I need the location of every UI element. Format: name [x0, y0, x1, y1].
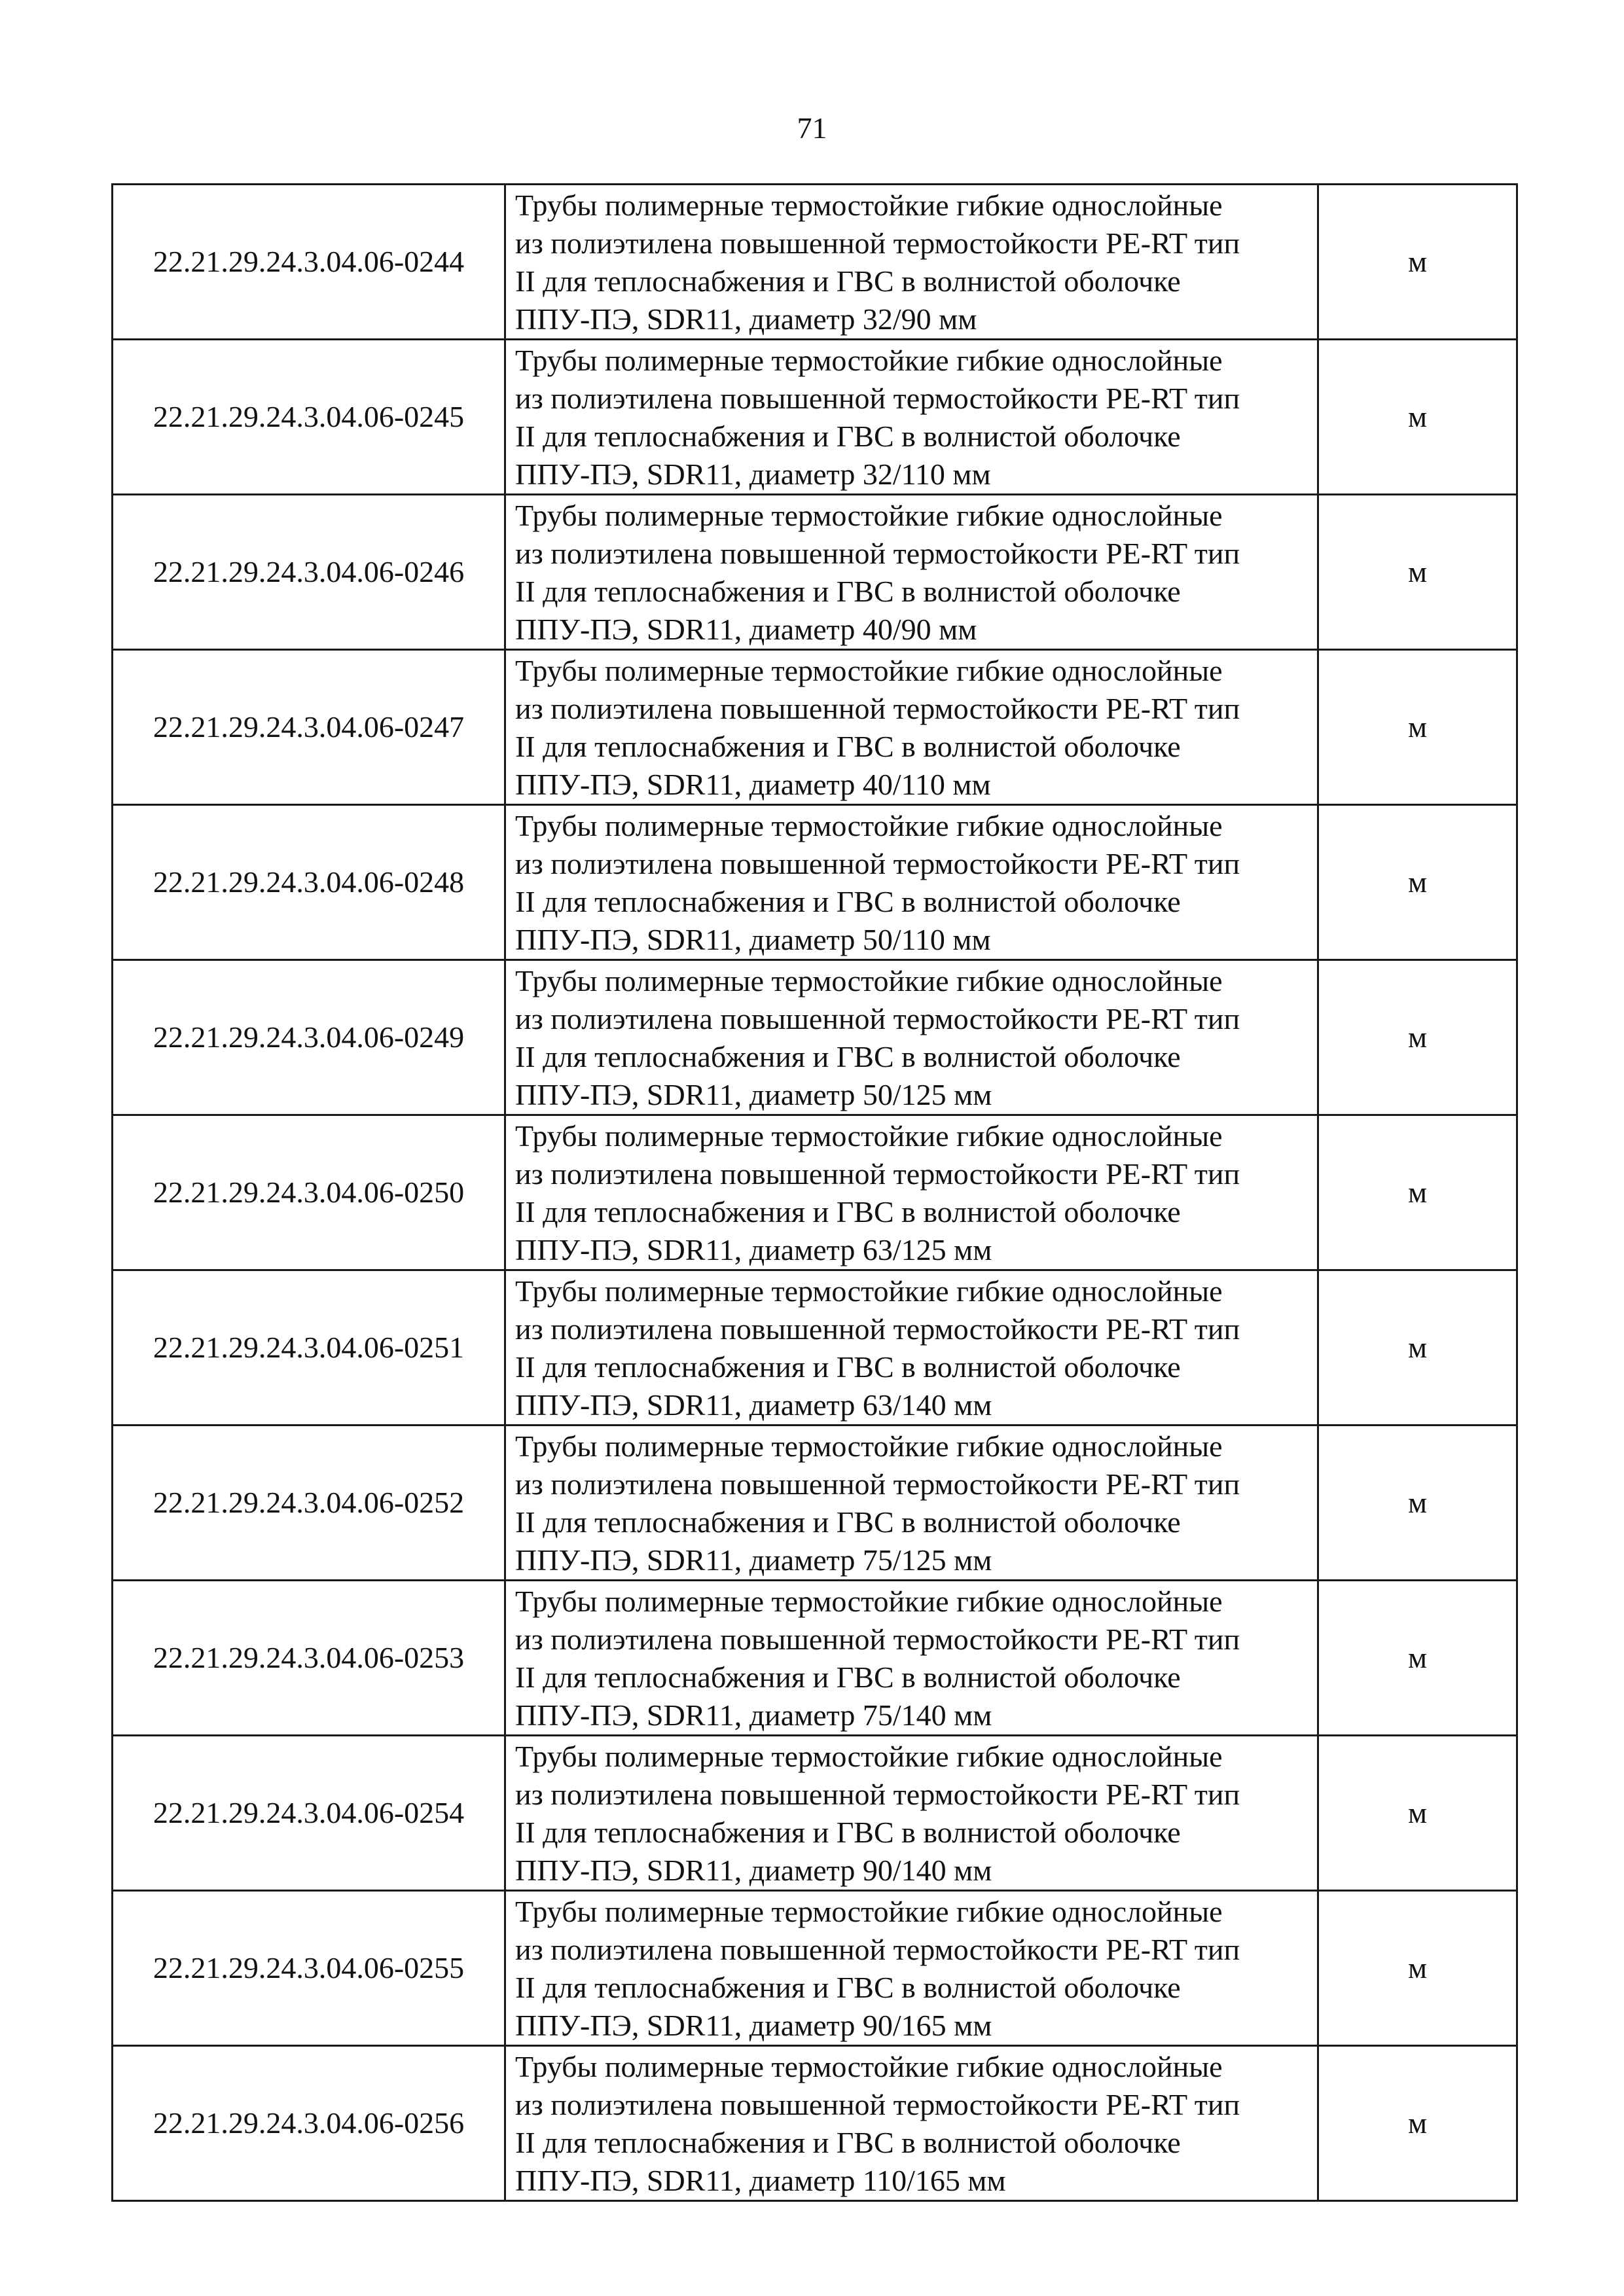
description-line: из полиэтилена повышенной термостойкости PE-RT тип	[515, 226, 1240, 260]
description-line: из полиэтилена повышенной термостойкости PE-RT тип	[515, 1623, 1240, 1656]
resource-code: 22.21.29.24.3.04.06-0254	[113, 1736, 505, 1891]
description-line: ППУ-ПЭ, SDR11, диаметр 75/125 мм	[515, 1543, 992, 1577]
unit-of-measure: м	[1318, 2046, 1517, 2201]
table-row	[113, 1270, 1517, 1426]
description-line: II для теплоснабжения и ГВС в волнистой оболочке	[515, 1971, 1181, 2004]
description-line: Трубы полимерные термостойкие гибкие однослойные	[515, 2050, 1223, 2083]
description-line: ППУ-ПЭ, SDR11, диаметр 90/140 мм	[515, 1854, 992, 1887]
description-line: из полиэтилена повышенной термостойкости PE-RT тип	[515, 2088, 1240, 2121]
description-line: из полиэтилена повышенной термостойкости PE-RT тип	[515, 692, 1240, 725]
description-line: Трубы полимерные термостойкие гибкие однослойные	[515, 1740, 1223, 1773]
description-line: Трубы полимерные термостойкие гибкие однослойные	[515, 1429, 1223, 1463]
page-number: 71	[797, 111, 827, 145]
description-line: II для теплоснабжения и ГВС в волнистой оболочке	[515, 264, 1181, 298]
unit-of-measure: м	[1318, 1270, 1517, 1426]
unit-of-measure: м	[1318, 340, 1517, 495]
resource-code: 22.21.29.24.3.04.06-0250	[113, 1115, 505, 1270]
description-line: ППУ-ПЭ, SDR11, диаметр 110/165 мм	[515, 2164, 1006, 2197]
description-line: II для теплоснабжения и ГВС в волнистой оболочке	[515, 575, 1181, 608]
description-line: из полиэтилена повышенной термостойкости PE-RT тип	[515, 847, 1240, 880]
resource-description	[505, 1581, 1318, 1736]
table-row	[113, 805, 1517, 960]
resource-description	[505, 340, 1318, 495]
description-line: II для теплоснабжения и ГВС в волнистой оболочке	[515, 730, 1181, 763]
description-line: Трубы полимерные термостойкие гибкие однослойные	[515, 809, 1223, 842]
description-line: II для теплоснабжения и ГВС в волнистой оболочке	[515, 1350, 1181, 1384]
description-line: из полиэтилена повышенной термостойкости PE-RT тип	[515, 1778, 1240, 1811]
table-row	[113, 1115, 1517, 1270]
resource-code: 22.21.29.24.3.04.06-0256	[113, 2046, 505, 2201]
description-line: II для теплоснабжения и ГВС в волнистой оболочке	[515, 1816, 1181, 1849]
resource-code: 22.21.29.24.3.04.06-0244	[113, 185, 505, 340]
resource-description	[505, 1270, 1318, 1426]
description-line: II для теплоснабжения и ГВС в волнистой оболочке	[515, 1660, 1181, 1694]
description-line: II для теплоснабжения и ГВС в волнистой оболочке	[515, 2126, 1181, 2159]
description-line: Трубы полимерные термостойкие гибкие однослойные	[515, 1895, 1223, 1928]
table-row	[113, 1581, 1517, 1736]
description-line: Трубы полимерные термостойкие гибкие однослойные	[515, 499, 1223, 532]
resource-code: 22.21.29.24.3.04.06-0249	[113, 960, 505, 1115]
resource-description	[505, 1736, 1318, 1891]
table-row	[113, 1736, 1517, 1891]
resource-table	[111, 183, 1518, 2202]
resource-description	[505, 1115, 1318, 1270]
description-line: II для теплоснабжения и ГВС в волнистой оболочке	[515, 1040, 1181, 1073]
table-body	[113, 185, 1517, 2201]
description-line: Трубы полимерные термостойкие гибкие однослойные	[515, 1274, 1223, 1308]
resource-code: 22.21.29.24.3.04.06-0248	[113, 805, 505, 960]
description-line: ППУ-ПЭ, SDR11, диаметр 75/140 мм	[515, 1698, 992, 1732]
description-line: ППУ-ПЭ, SDR11, диаметр 63/125 мм	[515, 1233, 992, 1266]
description-line: ППУ-ПЭ, SDR11, диаметр 32/110 мм	[515, 457, 991, 491]
description-line: из полиэтилена повышенной термостойкости PE-RT тип	[515, 382, 1240, 415]
unit-of-measure: м	[1318, 1736, 1517, 1891]
table-row	[113, 960, 1517, 1115]
resource-description	[505, 185, 1318, 340]
description-line: ППУ-ПЭ, SDR11, диаметр 50/110 мм	[515, 923, 991, 956]
unit-of-measure: м	[1318, 1426, 1517, 1581]
resource-description	[505, 1891, 1318, 2046]
description-line: из полиэтилена повышенной термостойкости PE-RT тип	[515, 537, 1240, 570]
resource-code: 22.21.29.24.3.04.06-0255	[113, 1891, 505, 2046]
unit-of-measure: м	[1318, 185, 1517, 340]
description-line: Трубы полимерные термостойкие гибкие однослойные	[515, 964, 1223, 997]
description-line: Трубы полимерные термостойкие гибкие однослойные	[515, 1585, 1223, 1618]
resource-code: 22.21.29.24.3.04.06-0252	[113, 1426, 505, 1581]
description-line: ППУ-ПЭ, SDR11, диаметр 32/90 мм	[515, 302, 977, 336]
description-line: II для теплоснабжения и ГВС в волнистой оболочке	[515, 1195, 1181, 1229]
resource-description	[505, 495, 1318, 650]
resource-code: 22.21.29.24.3.04.06-0246	[113, 495, 505, 650]
table-row	[113, 2046, 1517, 2201]
description-line: ППУ-ПЭ, SDR11, диаметр 90/165 мм	[515, 2009, 992, 2042]
description-line: из полиэтилена повышенной термостойкости PE-RT тип	[515, 1467, 1240, 1501]
description-line: Трубы полимерные термостойкие гибкие однослойные	[515, 344, 1223, 377]
table-row	[113, 1891, 1517, 2046]
description-line: ППУ-ПЭ, SDR11, диаметр 40/90 мм	[515, 613, 977, 646]
description-line: ППУ-ПЭ, SDR11, диаметр 40/110 мм	[515, 768, 991, 801]
resource-code: 22.21.29.24.3.04.06-0253	[113, 1581, 505, 1736]
resource-description	[505, 1426, 1318, 1581]
resource-code: 22.21.29.24.3.04.06-0245	[113, 340, 505, 495]
table-row	[113, 185, 1517, 340]
description-line: II для теплоснабжения и ГВС в волнистой оболочке	[515, 420, 1181, 453]
description-line: ППУ-ПЭ, SDR11, диаметр 63/140 мм	[515, 1388, 992, 1422]
description-line: Трубы полимерные термостойкие гибкие однослойные	[515, 188, 1223, 222]
description-line: II для теплоснабжения и ГВС в волнистой оболочке	[515, 885, 1181, 918]
description-line: из полиэтилена повышенной термостойкости PE-RT тип	[515, 1002, 1240, 1035]
description-line: из полиэтилена повышенной термостойкости PE-RT тип	[515, 1157, 1240, 1191]
unit-of-measure: м	[1318, 960, 1517, 1115]
unit-of-measure: м	[1318, 650, 1517, 805]
description-line: ППУ-ПЭ, SDR11, диаметр 50/125 мм	[515, 1078, 992, 1111]
resource-description	[505, 960, 1318, 1115]
table-row	[113, 495, 1517, 650]
resource-description	[505, 650, 1318, 805]
unit-of-measure: м	[1318, 1115, 1517, 1270]
unit-of-measure: м	[1318, 805, 1517, 960]
unit-of-measure: м	[1318, 1891, 1517, 2046]
resource-code: 22.21.29.24.3.04.06-0247	[113, 650, 505, 805]
table-row	[113, 650, 1517, 805]
resource-code: 22.21.29.24.3.04.06-0251	[113, 1270, 505, 1426]
table-row	[113, 1426, 1517, 1581]
unit-of-measure: м	[1318, 495, 1517, 650]
table-row	[113, 340, 1517, 495]
description-line: Трубы полимерные термостойкие гибкие однослойные	[515, 1119, 1223, 1153]
resource-description	[505, 805, 1318, 960]
description-line: из полиэтилена повышенной термостойкости PE-RT тип	[515, 1312, 1240, 1346]
unit-of-measure: м	[1318, 1581, 1517, 1736]
description-line: II для теплоснабжения и ГВС в волнистой оболочке	[515, 1505, 1181, 1539]
resource-description	[505, 2046, 1318, 2201]
description-line: Трубы полимерные термостойкие гибкие однослойные	[515, 654, 1223, 687]
description-line: из полиэтилена повышенной термостойкости PE-RT тип	[515, 1933, 1240, 1966]
